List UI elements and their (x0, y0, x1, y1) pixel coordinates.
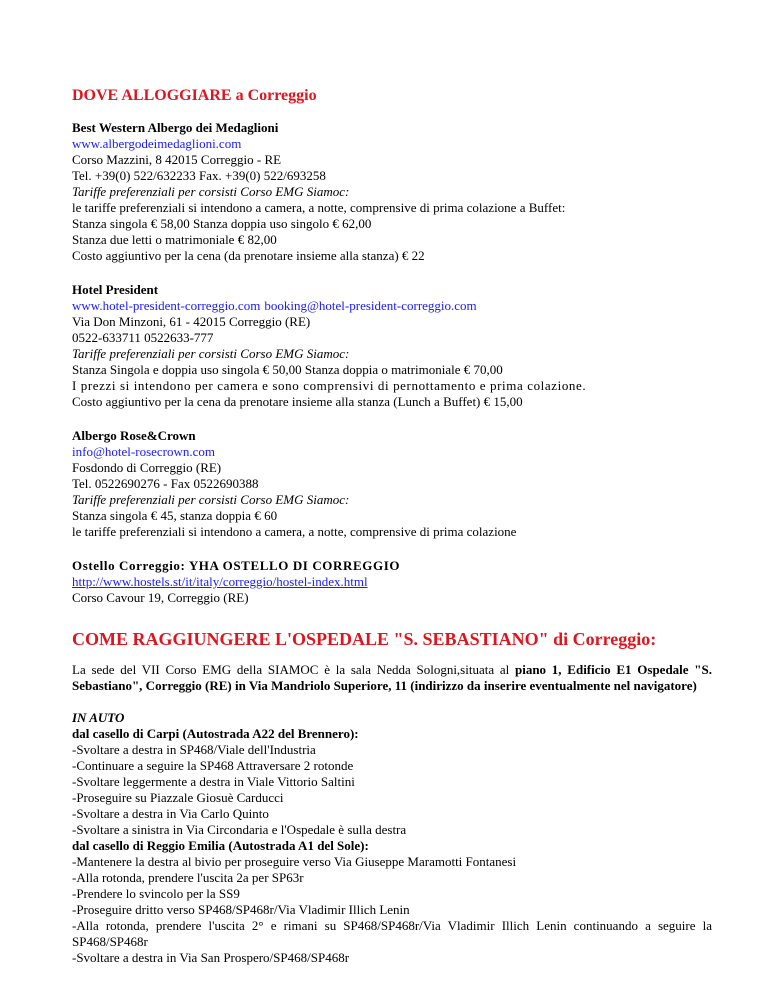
direction-step: -Alla rotonda, prendere l'uscita 2a per SP63r (72, 870, 304, 885)
car-directions (72, 710, 712, 966)
hotel-phone: 0522-633711 0522633-777 (72, 330, 214, 345)
rates-label: Tariffe preferenziali per corsisti Corso EMG Siamoc: (72, 492, 350, 507)
direction-step: -Mantenere la destra al bivio per proseguire verso Via Giuseppe Maramotti Fontanesi (72, 854, 517, 869)
hotel-website-link[interactable]: www.albergodeimedaglioni.com (72, 136, 242, 151)
direction-step: -Svoltare leggermente a destra in Viale Vittorio Saltini (72, 774, 355, 789)
direction-step: -Svoltare a destra in Via Carlo Quinto (72, 806, 269, 821)
direction-step: -Alla rotonda, prendere l'uscita 2° e rimani su SP468/SP468r/Via Vladimir Illich Lenin continuando a seguire la SP468/SP468r (72, 918, 712, 949)
hostel-correggio (72, 558, 712, 606)
car-label: IN AUTO (72, 710, 125, 725)
hotel-name: Albergo Rose&Crown (72, 428, 196, 443)
hotel-email-link[interactable]: booking@hotel-president-correggio.com (264, 298, 477, 313)
rates-line: Stanza singola € 58,00 Stanza doppia uso singolo € 62,00 (72, 216, 372, 231)
direction-step: -Svoltare a destra in Via San Prospero/SP468/SP468r (72, 950, 350, 965)
direction-step: -Proseguire su Piazzale Giosuè Carducci (72, 790, 284, 805)
direction-step: -Svoltare a sinistra in Via Circondaria e l'Ospedale è sulla destra (72, 822, 407, 837)
hotel-phone: Tel. 0522690276 - Fax 0522690388 (72, 476, 259, 491)
hotel-phone: Tel. +39(0) 522/632233 Fax. +39(0) 522/693258 (72, 168, 326, 183)
hotel-name: Hotel President (72, 282, 159, 297)
direction-step: -Svoltare a destra in SP468/Viale dell'Industria (72, 742, 316, 757)
rates-line: I prezzi si intendono per camera e sono comprensivi di pernottamento e prima colazione. (72, 378, 587, 393)
document-page (72, 86, 712, 966)
hotel-address: Fosdondo di Correggio (RE) (72, 460, 222, 475)
rates-label: Tariffe preferenziali per corsisti Corso EMG Siamoc: (72, 346, 350, 361)
rates-line: le tariffe preferenziali si intendono a camera, a notte, comprensive di prima colazione a Buffet: (72, 200, 566, 215)
hotel-address: Corso Mazzini, 8 42015 Correggio - RE (72, 152, 282, 167)
lodging-heading: DOVE ALLOGGIARE a Correggio (72, 87, 317, 104)
hotel-name: Ostello Correggio: YHA OSTELLO DI CORREGGIO (72, 558, 401, 573)
hotel-name: Best Western Albergo dei Medaglioni (72, 120, 279, 135)
hotel-address: Via Don Minzoni, 61 - 42015 Correggio (RE) (72, 314, 311, 329)
rates-line: Stanza Singola e doppia uso singola € 50,00 Stanza doppia o matrimoniale € 70,00 (72, 362, 503, 377)
rates-line: Stanza due letti o matrimoniale € 82,00 (72, 232, 277, 247)
venue-address: piano 1, Edificio E1 Ospedale "S. Sebastiano", Correggio (RE) in Via Mandriolo Superiore, 11 (indirizzo da inserire eventualmente nel navigatore) (72, 662, 713, 693)
rates-line: Costo aggiuntivo per la cena da prenotare insieme alla stanza (Lunch a Buffet) € 15,00 (72, 394, 523, 409)
direction-step: -Prendere lo svincolo per la SS9 (72, 886, 240, 901)
hostel-link[interactable]: http://www.hostels.st/it/italy/correggio/hostel-index.html (72, 574, 368, 589)
hotel-medaglioni (72, 120, 712, 264)
rates-label: Tariffe preferenziali per corsisti Corso EMG Siamoc: (72, 184, 350, 199)
hotel-rosecrown (72, 428, 712, 540)
hotel-address: Corso Cavour 19, Correggio (RE) (72, 590, 249, 605)
rates-line: le tariffe preferenziali si intendono a camera, a notte, comprensive di prima colazione (72, 524, 517, 539)
venue-paragraph (72, 662, 712, 694)
carpi-exit-label: dal casello di Carpi (Autostrada A22 del Brennero): (72, 726, 359, 741)
hotel-president (72, 282, 712, 410)
directions-heading: COME RAGGIUNGERE L'OSPEDALE "S. SEBASTIANO" di Correggio: (72, 629, 657, 649)
hotel-website-link[interactable]: www.hotel-president-correggio.com (72, 298, 261, 313)
rates-line: Costo aggiuntivo per la cena (da prenotare insieme alla stanza) € 22 (72, 248, 425, 263)
reggio-exit-label: dal casello di Reggio Emilia (Autostrada A1 del Sole): (72, 838, 369, 853)
direction-step: -Continuare a seguire la SP468 Attraversare 2 rotonde (72, 758, 354, 773)
rates-line: Stanza singola € 45, stanza doppia € 60 (72, 508, 278, 523)
hotel-email-link[interactable]: info@hotel-rosecrown.com (72, 444, 216, 459)
direction-step: -Proseguire dritto verso SP468/SP468r/Via Vladimir Illich Lenin (72, 902, 410, 917)
venue-intro: La sede del VII Corso EMG della SIAMOC è la sala Nedda Sologni,situata al (72, 662, 515, 677)
